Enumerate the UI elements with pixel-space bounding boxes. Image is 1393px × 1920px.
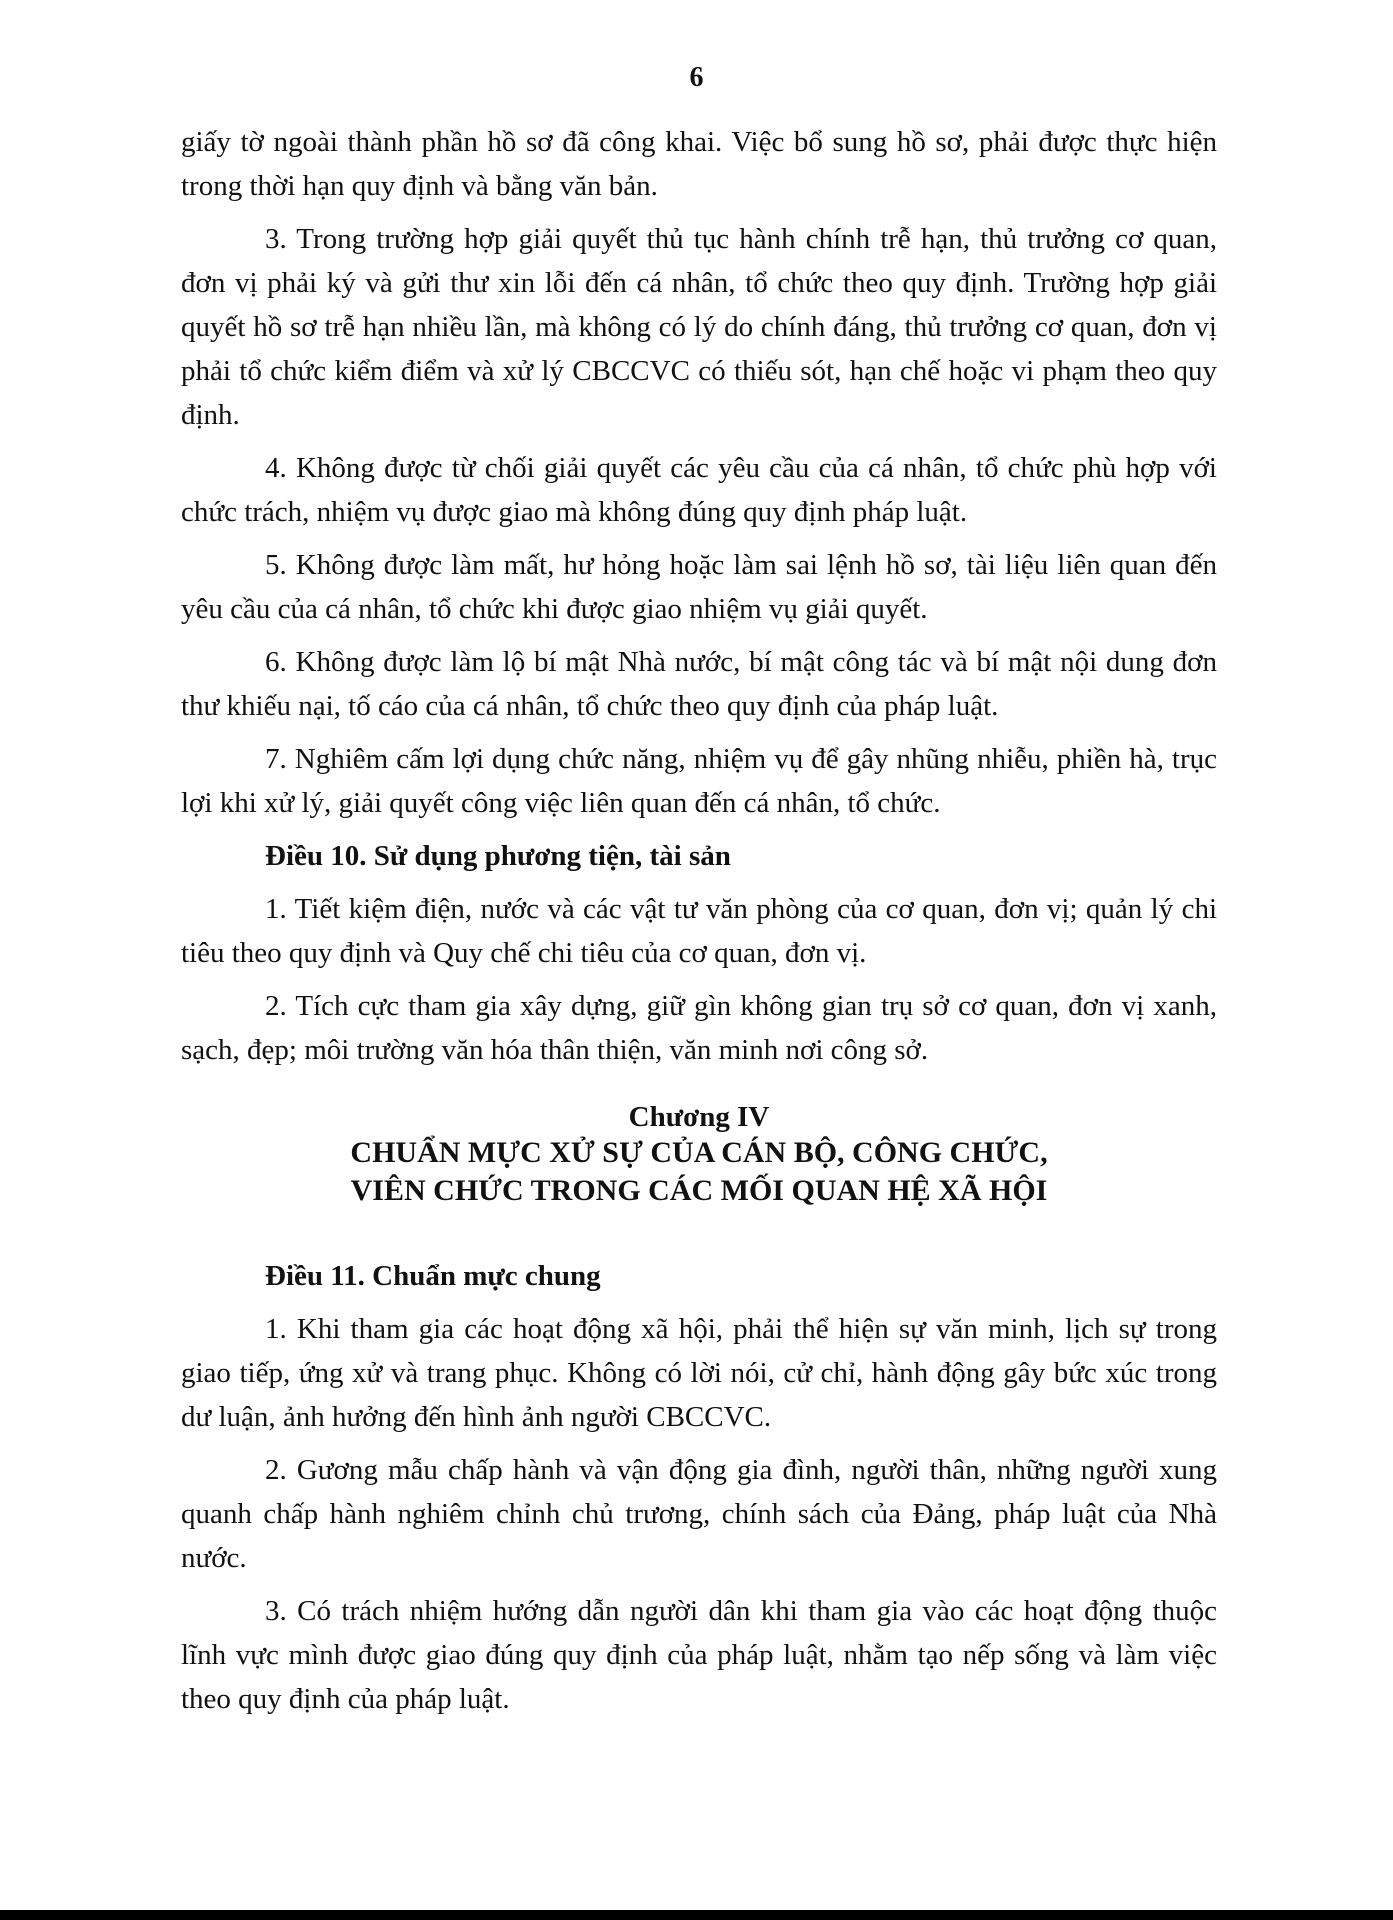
article-11-clause-3: 3. Có trách nhiệm hướng dẫn người dân khi tham gia vào các hoạt động thuộc lĩnh vực mình được giao đúng quy định của pháp luật, nhằm tạo nếp sống và làm việc theo quy định của pháp luật. (181, 1595, 1217, 1715)
chapter-title-line-2: VIÊN CHỨC TRONG CÁC MỐI QUAN HỆ XÃ HỘI (350, 1174, 1048, 1207)
article-11-clause-2: 2. Gương mẫu chấp hành và vận động gia đình, người thân, những người xung quanh chấp hành nghiêm chỉnh chủ trương, chính sách của Đảng, pháp luật của Nhà nước. (181, 1454, 1217, 1574)
article-10-heading: Điều 10. Sử dụng phương tiện, tài sản (265, 840, 731, 872)
article-11-clause-1: 1. Khi tham gia các hoạt động xã hội, phải thể hiện sự văn minh, lịch sự trong giao tiếp, ứng xử và trang phục. Không có lời nói, cử chỉ, hành động gây bức xúc trong dư luận, ảnh hưởng đến hình ảnh người CBCCVC. (181, 1313, 1217, 1433)
chapter-label: Chương IV (628, 1101, 770, 1133)
paragraph-clause-4: 4. Không được từ chối giải quyết các yêu cầu của cá nhân, tổ chức phù hợp với chức trách, nhiệm vụ được giao mà không đúng quy định pháp luật. (181, 452, 1217, 528)
chapter-title-line-1: CHUẨN MỰC XỬ SỰ CỦA CÁN BỘ, CÔNG CHỨC, (350, 1136, 1048, 1169)
scan-edge-bar (0, 1910, 1393, 1920)
paragraph-continuation: giấy tờ ngoài thành phần hồ sơ đã công khai. Việc bổ sung hồ sơ, phải được thực hiện trong thời hạn quy định và bằng văn bản. (181, 126, 1217, 202)
article-10-clause-2: 2. Tích cực tham gia xây dựng, giữ gìn không gian trụ sở cơ quan, đơn vị xanh, sạch, đẹp; môi trường văn hóa thân thiện, văn minh nơi công sở. (181, 990, 1217, 1066)
page-number: 6 (689, 62, 704, 93)
paragraph-clause-3: 3. Trong trường hợp giải quyết thủ tục hành chính trễ hạn, thủ trưởng cơ quan, đơn vị phải ký và gửi thư xin lỗi đến cá nhân, tổ chức theo quy định. Trường hợp giải quyết hồ sơ trễ hạn nhiều lần, mà không có lý do chính đáng, thủ trưởng cơ quan, đơn vị phải tổ chức kiểm điểm và xử lý CBCCVC có thiếu sót, hạn chế hoặc vi phạm theo quy định. (181, 223, 1217, 431)
paragraph-clause-7: 7. Nghiêm cấm lợi dụng chức năng, nhiệm vụ để gây nhũng nhiễu, phiền hà, trục lợi khi xử lý, giải quyết công việc liên quan đến cá nhân, tổ chức. (181, 743, 1217, 819)
paragraph-clause-6: 6. Không được làm lộ bí mật Nhà nước, bí mật công tác và bí mật nội dung đơn thư khiếu nại, tố cáo của cá nhân, tổ chức theo quy định của pháp luật. (181, 646, 1217, 722)
chapter-heading (181, 1100, 1217, 1210)
paragraph-clause-5: 5. Không được làm mất, hư hỏng hoặc làm sai lệnh hồ sơ, tài liệu liên quan đến yêu cầu của cá nhân, tổ chức khi được giao nhiệm vụ giải quyết. (181, 549, 1217, 625)
article-10-clause-1: 1. Tiết kiệm điện, nước và các vật tư văn phòng của cơ quan, đơn vị; quản lý chi tiêu theo quy định và Quy chế chi tiêu của cơ quan, đơn vị. (181, 893, 1217, 969)
article-11-heading: Điều 11. Chuẩn mực chung (265, 1260, 601, 1292)
document-body (181, 120, 1217, 1730)
